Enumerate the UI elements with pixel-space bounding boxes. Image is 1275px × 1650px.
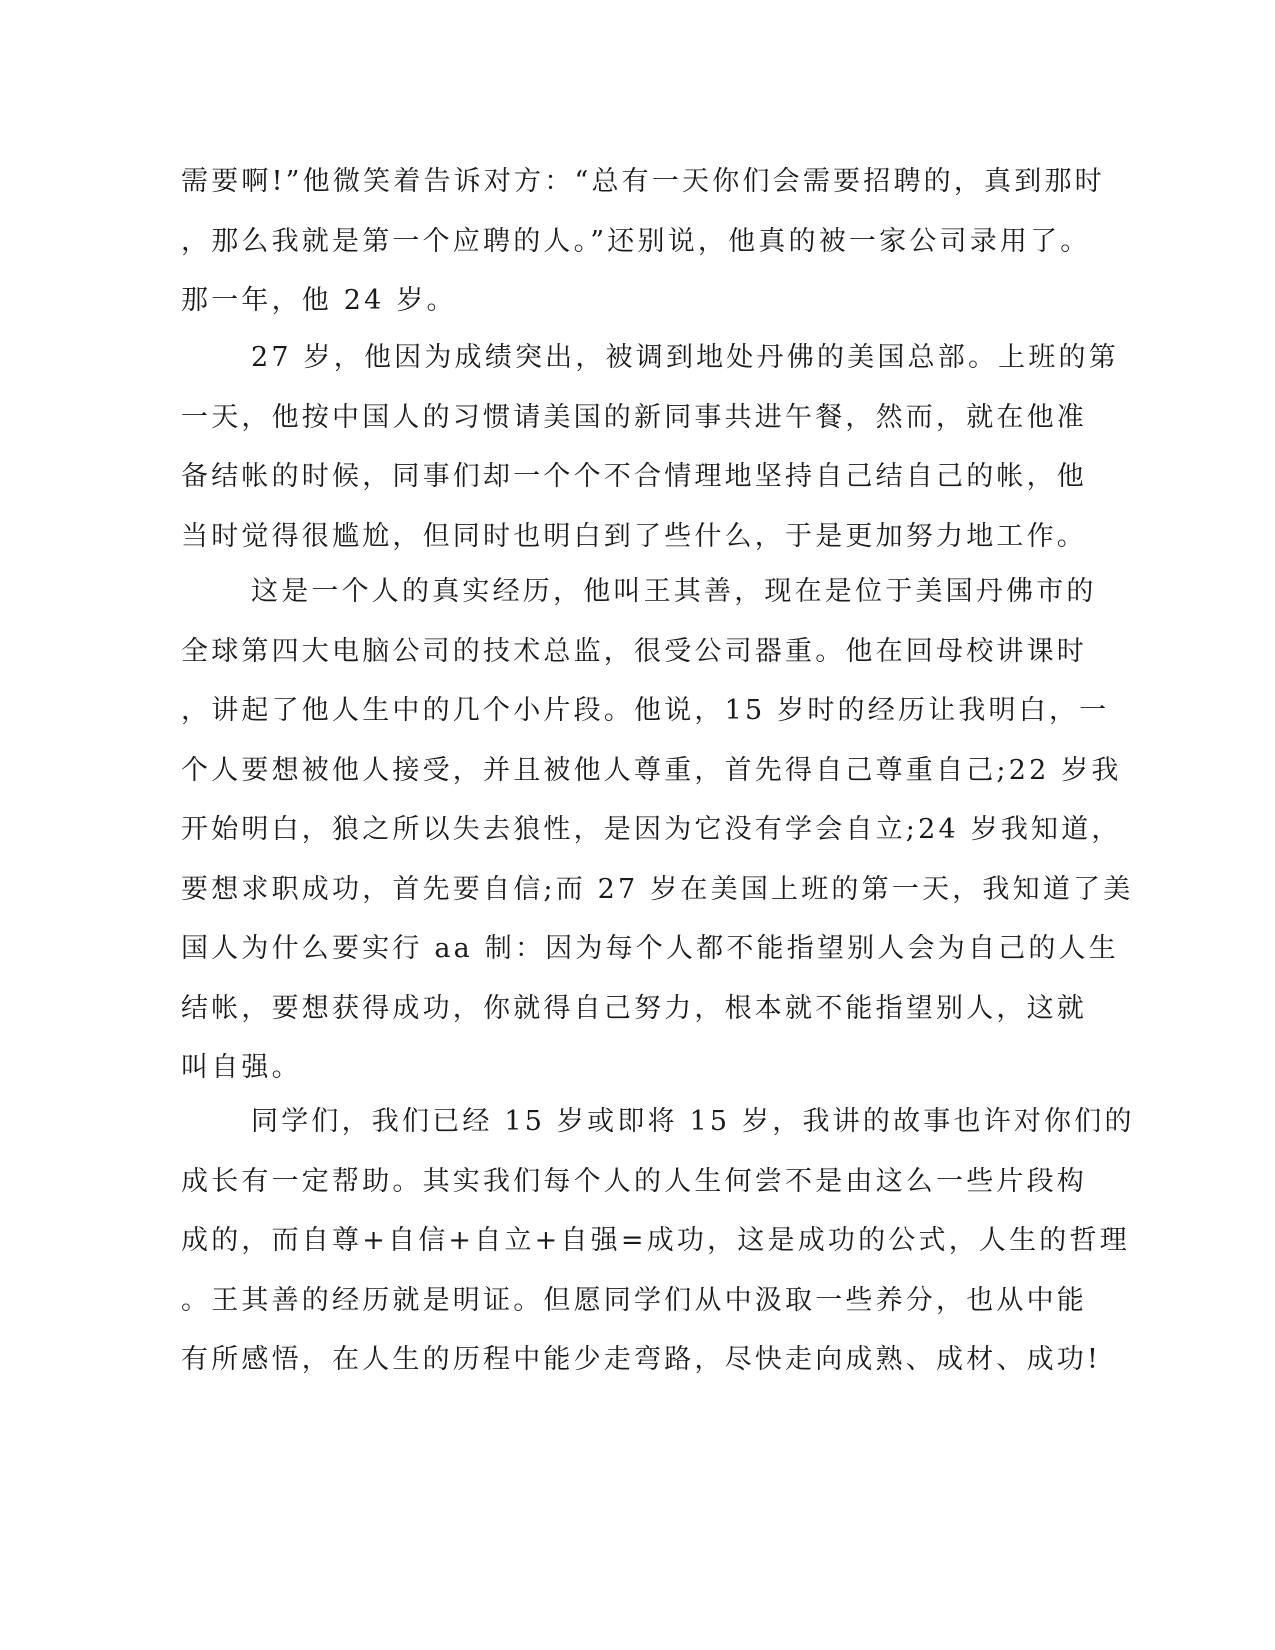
paragraph-3-line-8: 结帐，要想获得成功，你就得自己努力，根本就不能指望别人，这就 [181, 992, 1087, 1024]
paragraph-4 [181, 1092, 1135, 1390]
paragraph-4-line-5: 有所感悟，在人生的历程中能少走弯路，尽快走向成熟、成材、成功! [181, 1344, 1102, 1375]
paragraph-3-line-1: 这是一个人的真实经历，他叫王其善，现在是位于美国丹佛市的 [251, 576, 1097, 607]
paragraph-2-line-4: 当时觉得很尴尬，但同时也明白到了些什么，于是更加努力地工作。 [181, 520, 1087, 552]
paragraph-1-line-2: ，那么我就是第一个应聘的人。”还别说，他真的被一家公司录用了。 [181, 225, 1091, 257]
paragraph-3-line-9: 叫自强。 [181, 1052, 302, 1083]
paragraph-3-line-3: ，讲起了他人生中的几个小片段。他说，15 岁时的经历让我明白，一 [181, 695, 1110, 726]
paragraph-2-line-3: 备结帐的时候，同事们却一个个不合情理地坚持自己结自己的帐，他 [181, 461, 1087, 492]
paragraph-1 [181, 152, 1105, 331]
paragraph-3-line-5: 开始明白，狼之所以失去狼性，是因为它没有学会自立;24 岁我知道， [181, 814, 1122, 845]
paragraph-1-line-1: 需要啊!”他微笑着告诉对方：“总有一天你们会需要招聘的，真到那时 [181, 166, 1105, 197]
paragraph-3-line-4: 个人要想被他人接受，并且被他人尊重，首先得自己尊重自己;22 岁我 [181, 754, 1122, 786]
paragraph-4-line-4: 。王其善的经历就是明证。但愿同学们从中汲取一些养分，也从中能 [181, 1284, 1087, 1316]
paragraph-2 [181, 328, 1119, 566]
paragraph-1-line-3: 那一年，他 24 岁。 [181, 285, 457, 316]
paragraph-4-line-3: 成的，而自尊+自信+自立+自强=成功，这是成功的公式，人生的哲理 [181, 1225, 1130, 1256]
paragraph-4-line-1: 同学们，我们已经 15 岁或即将 15 岁，我讲的故事也许对你们的 [251, 1106, 1135, 1137]
paragraph-3-line-6: 要想求职成功，首先要自信;而 27 岁在美国上班的第一天，我知道了美 [181, 873, 1134, 905]
paragraph-3 [181, 562, 1134, 1098]
paragraph-3-line-2: 全球第四大电脑公司的技术总监，很受公司器重。他在回母校讲课时 [181, 635, 1087, 667]
paragraph-2-line-1: 27 岁，他因为成绩突出，被调到地处丹佛的美国总部。上班的第 [251, 342, 1119, 373]
paragraph-2-line-2: 一天，他按中国人的习惯请美国的新同事共进午餐，然而，就在他准 [181, 401, 1087, 433]
paragraph-3-line-7: 国人为什么要实行 aa 制：因为每个人都不能指望别人会为自己的人生 [181, 933, 1119, 964]
paragraph-4-line-2: 成长有一定帮助。其实我们每个人的人生何尝不是由这么一些片段构 [181, 1165, 1087, 1197]
